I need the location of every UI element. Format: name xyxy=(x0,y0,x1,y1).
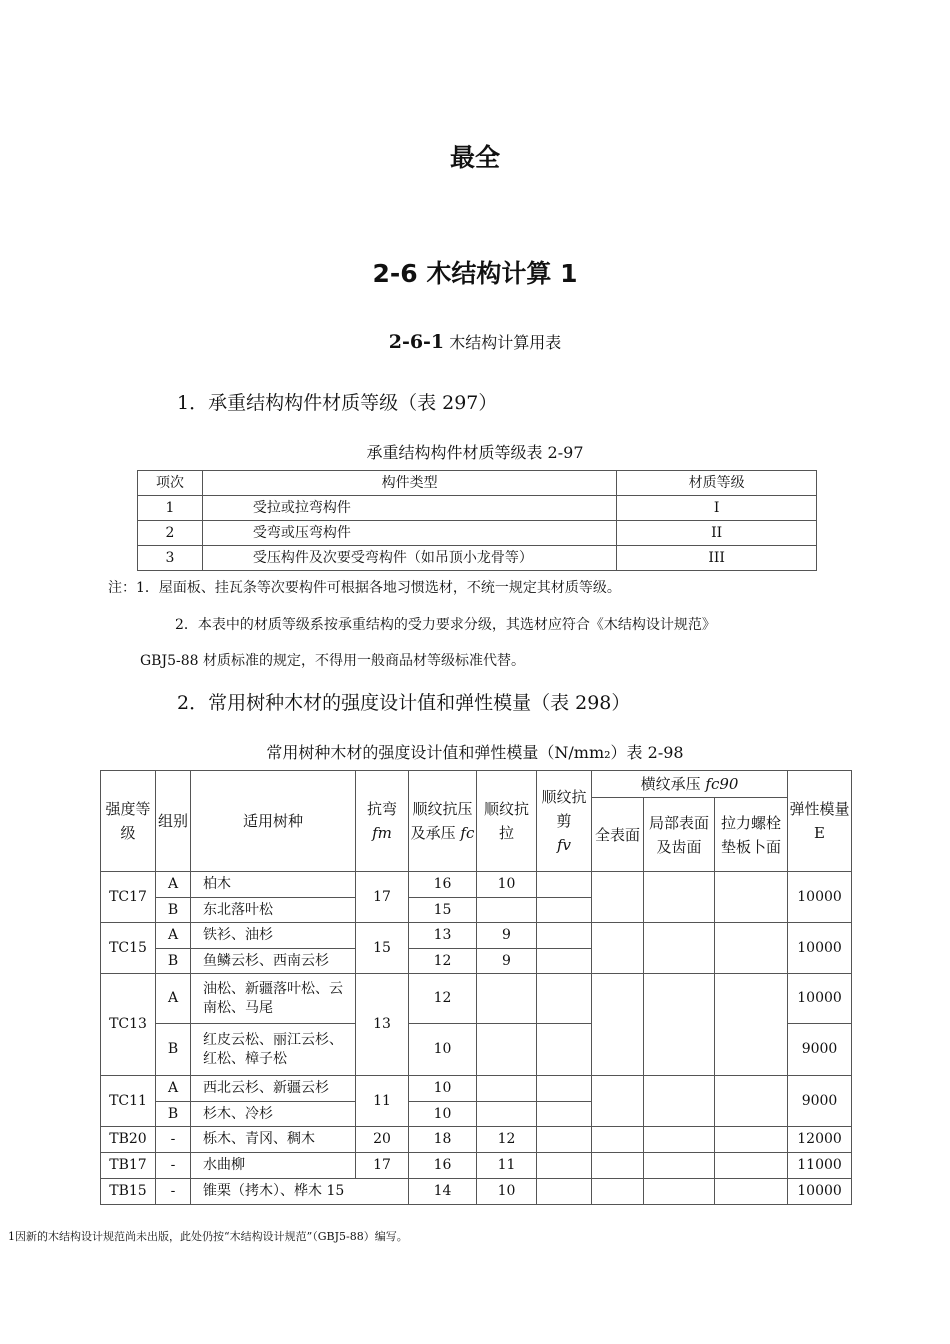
caption-table-2-97: 承重结构构件材质等级表 2-97 xyxy=(366,443,584,462)
chapter-title: 2-6 木结构计算 1 xyxy=(372,259,578,288)
header-compression-label: 顺纹抗压及承压 xyxy=(410,800,473,842)
header-transverse-label: 横纹承压 xyxy=(640,775,701,793)
cell-grade: TC13 xyxy=(101,974,156,1076)
cell-ft: 11 xyxy=(477,1153,537,1179)
header-bending xyxy=(356,771,409,872)
cell-fc: 12 xyxy=(409,949,477,974)
cell-species: 东北落叶松 xyxy=(191,898,356,923)
header-grade: 强度等级 xyxy=(101,771,156,872)
caption-table-2-98: 常用树种木材的强度设计值和弹性模量（N/mm₂）表 2-98 xyxy=(266,743,684,762)
cell-species: 柏木 xyxy=(191,872,356,898)
cell-local xyxy=(644,1153,715,1179)
header-modulus-symbol: E xyxy=(814,824,825,842)
cell-fv xyxy=(537,898,592,923)
cell-full xyxy=(592,923,644,974)
table-cell: 受弯或压弯构件 xyxy=(202,521,616,546)
cell-full xyxy=(592,1127,644,1153)
cell-ft: 12 xyxy=(477,1127,537,1153)
cell-full xyxy=(592,1076,644,1127)
header-modulus xyxy=(788,771,852,872)
table-cell: I xyxy=(617,496,817,521)
cell-fv xyxy=(537,949,592,974)
cell-group: A xyxy=(156,974,191,1024)
table-row xyxy=(101,1127,852,1153)
cell-group: - xyxy=(156,1153,191,1179)
cell-fc: 13 xyxy=(409,923,477,949)
cell-species: 铁衫、油杉 xyxy=(191,923,356,949)
table-row xyxy=(101,923,852,949)
material-grade-table xyxy=(137,470,817,571)
cell-fm: 17 xyxy=(356,872,409,923)
cell-fm: 15 xyxy=(356,923,409,974)
header-cell: 构件类型 xyxy=(202,471,616,496)
header-full-surface: 全表面 xyxy=(592,798,644,872)
header-bolt: 拉力螺栓垫板卜面 xyxy=(715,798,788,872)
cell-bolt xyxy=(715,1179,788,1205)
cell-full xyxy=(592,1179,644,1205)
cell-E: 9000 xyxy=(788,1076,852,1127)
cell-species: 油松、新疆落叶松、云南松、马尾 xyxy=(191,974,356,1024)
section-text: 木结构计算用表 xyxy=(449,333,562,352)
cell-ft: 9 xyxy=(477,923,537,949)
cell-fv xyxy=(537,974,592,1024)
header-transverse xyxy=(592,771,788,798)
cell-bolt xyxy=(715,1076,788,1127)
cell-bolt xyxy=(715,974,788,1076)
cell-ft xyxy=(477,898,537,923)
table-cell: 2 xyxy=(138,521,203,546)
cell-species: 杉木、冷杉 xyxy=(191,1102,356,1127)
table-cell: III xyxy=(617,546,817,571)
top-title: 最全 xyxy=(449,143,500,172)
footnote: 1因新的木结构设计规范尚未出版，此处仍按“木结构设计规范”（GBJ5-88）编写。 xyxy=(8,1230,408,1243)
cell-fm: 20 xyxy=(356,1127,409,1153)
cell-group: B xyxy=(156,898,191,923)
cell-grade: TB20 xyxy=(101,1127,156,1153)
cell-local xyxy=(644,974,715,1076)
header-compression-symbol: fc xyxy=(460,824,475,842)
cell-fv xyxy=(537,1076,592,1102)
cell-fv xyxy=(537,1179,592,1205)
table-row xyxy=(101,974,852,1024)
cell-fc: 10 xyxy=(409,1102,477,1127)
cell-fm: 17 xyxy=(356,1153,409,1179)
cell-E: 10000 xyxy=(788,872,852,923)
cell-full xyxy=(592,1153,644,1179)
cell-fv xyxy=(537,872,592,898)
cell-grade: TB17 xyxy=(101,1153,156,1179)
cell-fm: 11 xyxy=(356,1076,409,1127)
table-row xyxy=(101,1153,852,1179)
cell-grade: TB15 xyxy=(101,1179,156,1205)
header-bending-label: 抗弯 xyxy=(366,800,397,818)
cell-ft xyxy=(477,1076,537,1102)
header-group: 组别 xyxy=(156,771,191,872)
cell-bolt xyxy=(715,923,788,974)
cell-fc: 18 xyxy=(409,1127,477,1153)
table-cell: 1 xyxy=(138,496,203,521)
table-header-row xyxy=(138,471,817,496)
note-3: GBJ5-88 材质标准的规定，不得用一般商品材等级标准代替。 xyxy=(140,653,525,669)
cell-group: B xyxy=(156,1024,191,1076)
table-row xyxy=(138,521,817,546)
cell-fv xyxy=(537,923,592,949)
cell-fc: 16 xyxy=(409,872,477,898)
cell-ft xyxy=(477,974,537,1024)
cell-local xyxy=(644,923,715,974)
cell-bolt xyxy=(715,1153,788,1179)
cell-group: - xyxy=(156,1179,191,1205)
cell-bolt xyxy=(715,872,788,923)
cell-ft: 9 xyxy=(477,949,537,974)
cell-species: 红皮云松、丽江云杉、红松、樟子松 xyxy=(191,1024,356,1076)
cell-ft xyxy=(477,1102,537,1127)
header-transverse-symbol: fc90 xyxy=(705,775,739,793)
header-compression xyxy=(409,771,477,872)
cell-ft: 10 xyxy=(477,872,537,898)
table-cell: 受拉或拉弯构件 xyxy=(202,496,616,521)
cell-bolt xyxy=(715,1127,788,1153)
table-row xyxy=(101,872,852,898)
cell-fc: 16 xyxy=(409,1153,477,1179)
cell-ft xyxy=(477,1024,537,1076)
cell-group: A xyxy=(156,1076,191,1102)
heading-table-298: 2．常用树种木材的强度设计值和弹性模量（表 298） xyxy=(177,692,631,714)
header-cell: 项次 xyxy=(138,471,203,496)
cell-fc: 15 xyxy=(409,898,477,923)
cell-local xyxy=(644,1179,715,1205)
header-shear-symbol: fv xyxy=(556,836,572,854)
cell-full xyxy=(592,974,644,1076)
cell-ft: 10 xyxy=(477,1179,537,1205)
header-local-surface: 局部表面及齿面 xyxy=(644,798,715,872)
cell-species: 西北云杉、新疆云杉 xyxy=(191,1076,356,1102)
heading-table-297: 1．承重结构构件材质等级（表 297） xyxy=(177,392,498,414)
cell-group: A xyxy=(156,923,191,949)
cell-E: 10000 xyxy=(788,974,852,1024)
table-header-row xyxy=(101,771,852,798)
cell-E: 11000 xyxy=(788,1153,852,1179)
cell-species: 栎木、青冈、稠木 xyxy=(191,1127,356,1153)
header-modulus-label: 弹性模量 xyxy=(789,800,850,818)
cell-fv xyxy=(537,1102,592,1127)
cell-species: 鱼鳞云杉、西南云杉 xyxy=(191,949,356,974)
header-species: 适用树种 xyxy=(191,771,356,872)
note-1: 注：1．屋面板、挂瓦条等次要构件可根据各地习惯选材，不统一规定其材质等级。 xyxy=(108,580,621,596)
cell-group: A xyxy=(156,872,191,898)
header-cell: 材质等级 xyxy=(617,471,817,496)
table-cell: II xyxy=(617,521,817,546)
cell-grade: TC11 xyxy=(101,1076,156,1127)
cell-E: 9000 xyxy=(788,1024,852,1076)
cell-local xyxy=(644,1127,715,1153)
cell-E: 12000 xyxy=(788,1127,852,1153)
header-shear xyxy=(537,771,592,872)
table-row xyxy=(101,1076,852,1102)
header-shear-label: 顺纹抗剪 xyxy=(541,788,587,830)
cell-full xyxy=(592,872,644,923)
section-title xyxy=(0,330,950,353)
cell-fv xyxy=(537,1127,592,1153)
table-row xyxy=(138,496,817,521)
cell-E: 10000 xyxy=(788,923,852,974)
cell-group: B xyxy=(156,1102,191,1127)
cell-grade: TC15 xyxy=(101,923,156,974)
cell-group: - xyxy=(156,1127,191,1153)
cell-grade: TC17 xyxy=(101,872,156,923)
cell-local xyxy=(644,1076,715,1127)
section-number: 2-6-1 xyxy=(388,331,445,353)
cell-fc: 12 xyxy=(409,974,477,1024)
cell-fm: 13 xyxy=(356,974,409,1076)
table-cell: 受压构件及次要受弯构件（如吊顶小龙骨等） xyxy=(202,546,616,571)
cell-E: 10000 xyxy=(788,1179,852,1205)
cell-fc: 10 xyxy=(409,1076,477,1102)
table-cell: 3 xyxy=(138,546,203,571)
header-bending-symbol: fm xyxy=(372,824,392,842)
header-tension: 顺纹抗拉 xyxy=(477,771,537,872)
cell-species: 水曲柳 xyxy=(191,1153,356,1179)
table-row xyxy=(101,1179,852,1205)
cell-species: 锥栗（拷木）、桦木 15 xyxy=(191,1179,409,1205)
cell-fc: 14 xyxy=(409,1179,477,1205)
cell-group: B xyxy=(156,949,191,974)
cell-local xyxy=(644,872,715,923)
cell-fc: 10 xyxy=(409,1024,477,1076)
cell-fv xyxy=(537,1024,592,1076)
table-row xyxy=(138,546,817,571)
note-2: 2．本表中的材质等级系按承重结构的受力要求分级，其选材应符合《木结构设计规范》 xyxy=(175,617,716,633)
cell-fv xyxy=(537,1153,592,1179)
wood-strength-table xyxy=(100,770,852,1205)
